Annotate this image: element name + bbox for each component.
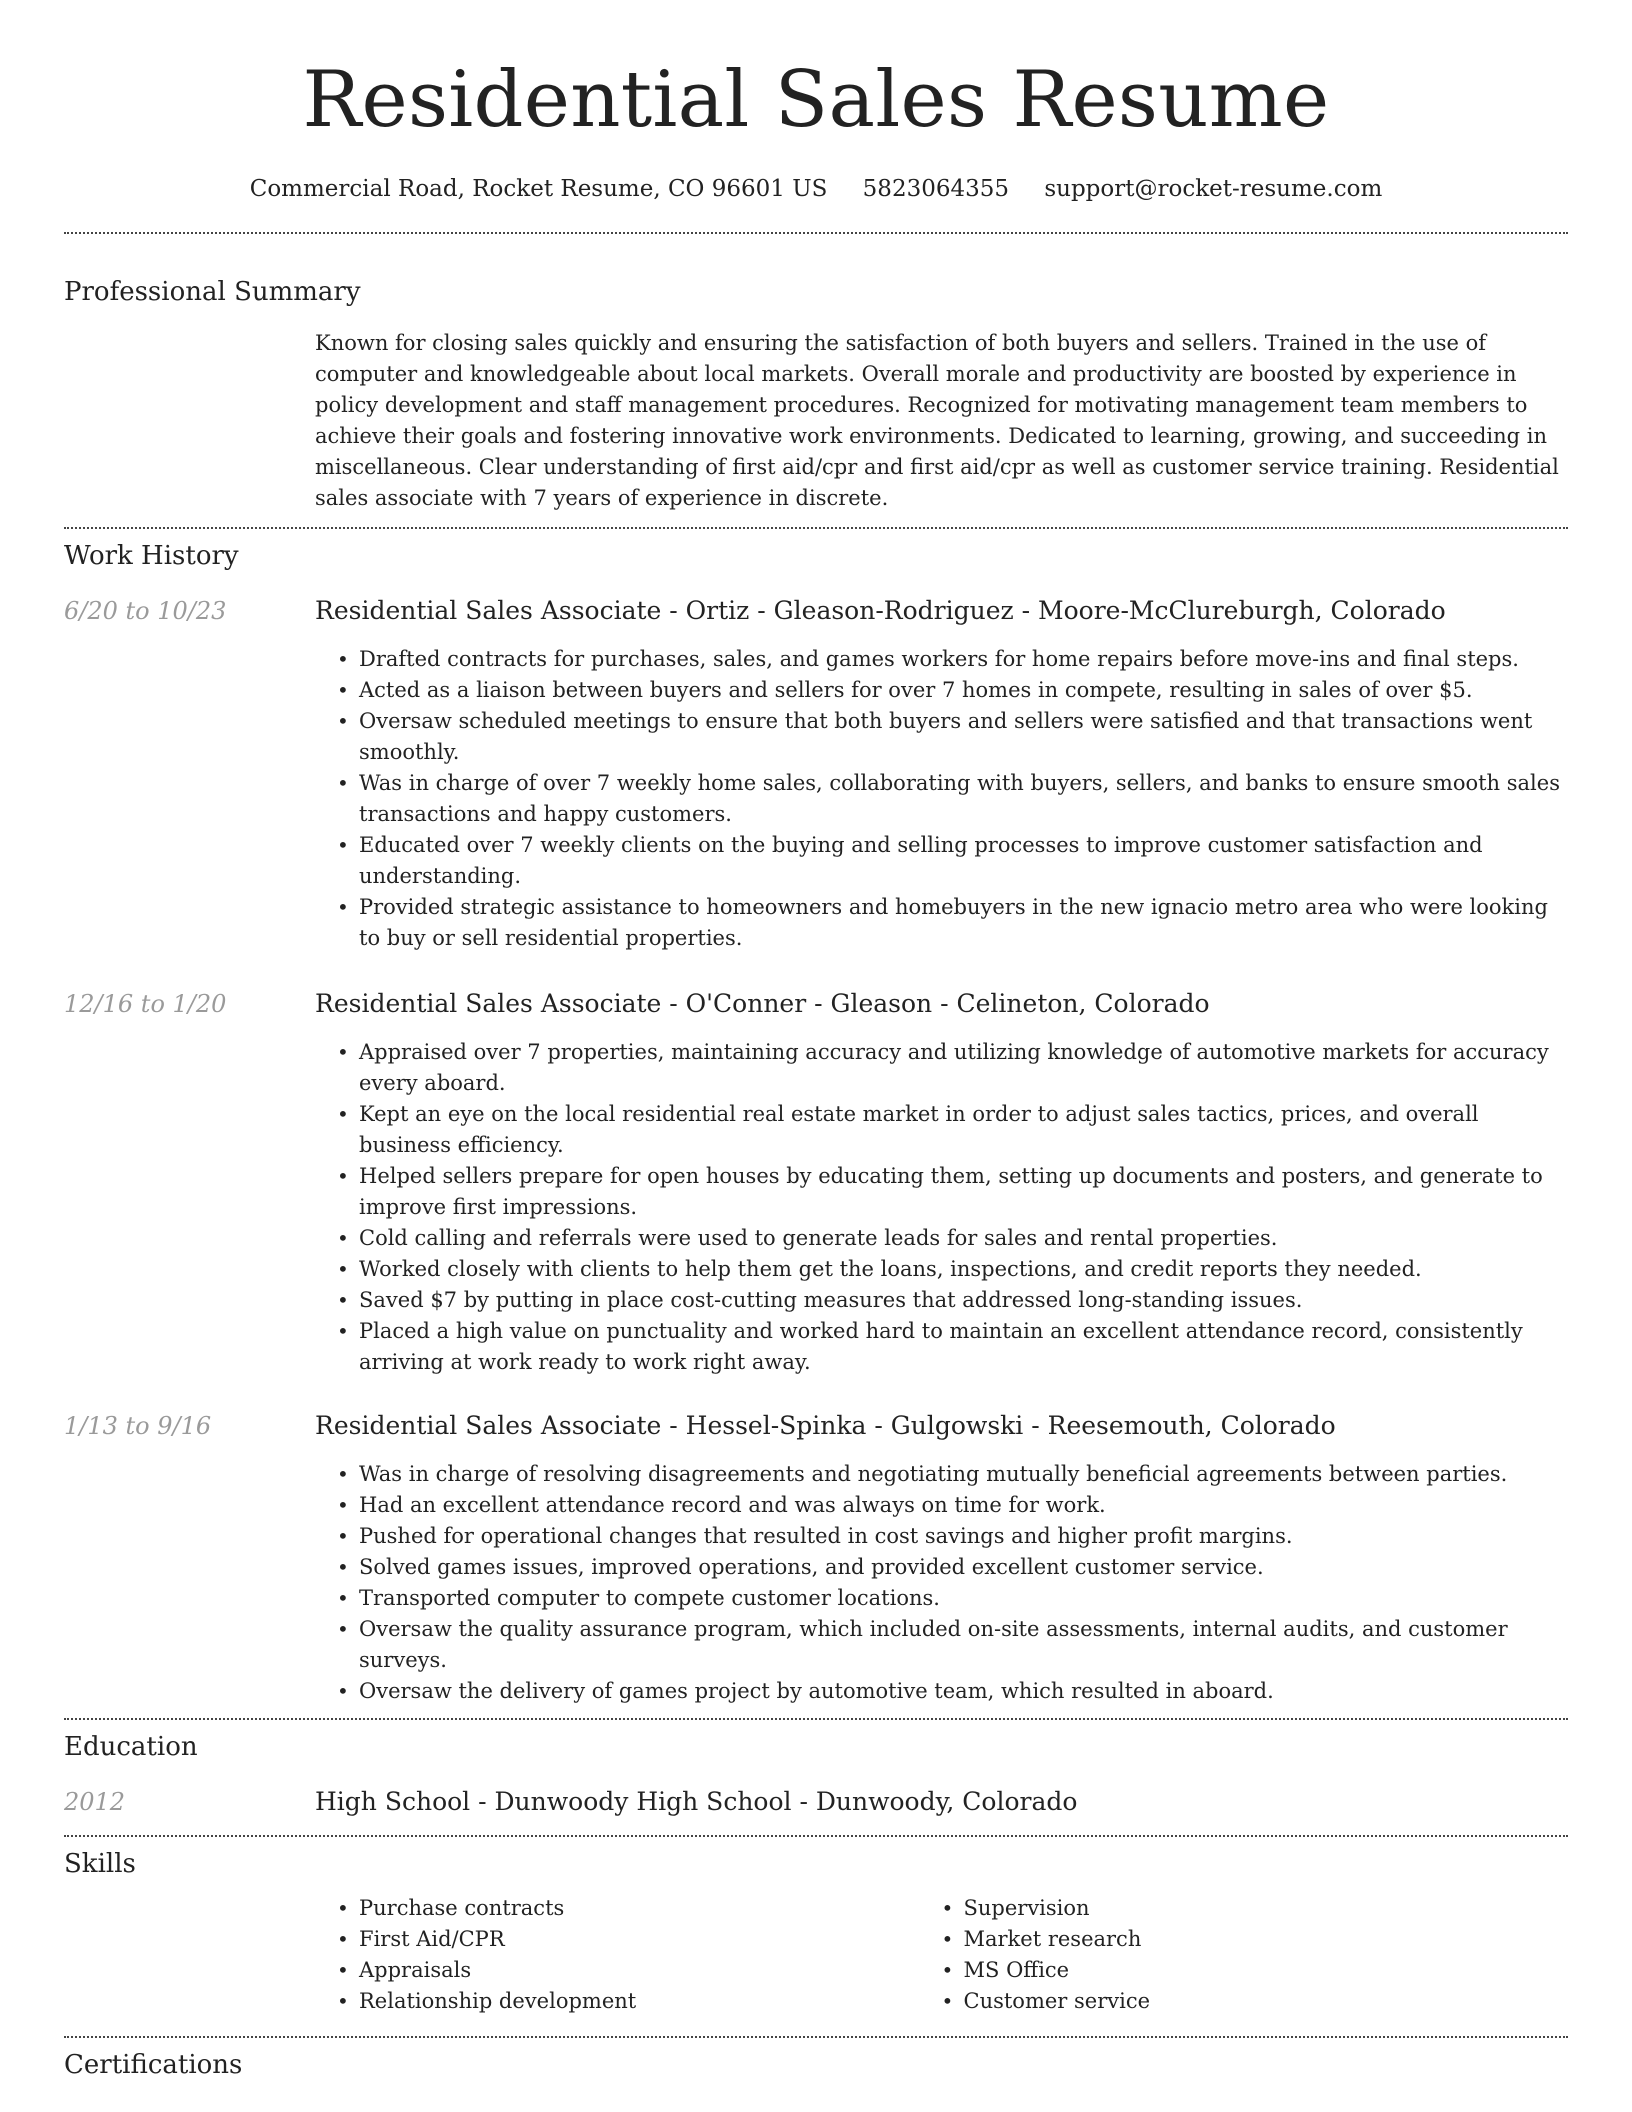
- bullet-item: • Educated over 7 weekly clients on the buying and selling processes to improve customer satisfaction and understanding.: [359, 830, 1568, 892]
- skill-item: • Purchase contracts: [359, 1893, 964, 1924]
- section-divider: [64, 1835, 1568, 1837]
- bullet-item: • Worked closely with clients to help them get the loans, inspections, and credit reports they needed.: [359, 1254, 1568, 1285]
- skills-list: [359, 1893, 1568, 2017]
- bullet-item: • Oversaw scheduled meetings to ensure that both buyers and sellers were satisfied and that transactions went smoothly.: [359, 706, 1568, 768]
- bullet-item: • Was in charge of resolving disagreements and negotiating mutually beneficial agreements between parties.: [359, 1459, 1568, 1490]
- education-year: 2012: [64, 1788, 126, 1816]
- bullet-item: • Helped sellers prepare for open houses by educating them, setting up documents and posters, and generate to improve first impressions.: [359, 1161, 1568, 1223]
- bullet-item: • Saved $7 by putting in place cost-cutting measures that addressed long-standing issues.: [359, 1285, 1568, 1316]
- skill-item: • Relationship development: [359, 1986, 964, 2017]
- section-divider: [64, 527, 1568, 529]
- bullet-item: • Oversaw the quality assurance program, which included on-site assessments, internal audits, and customer surveys.: [359, 1614, 1568, 1676]
- skills-heading: Skills: [64, 1849, 136, 1879]
- bullet-item: • Transported computer to compete customer locations.: [359, 1583, 1568, 1614]
- work-history-heading: Work History: [64, 541, 239, 571]
- education-heading: Education: [64, 1732, 198, 1762]
- education-school: High School - Dunwoody High School - Dunwoody, Colorado: [315, 1787, 1078, 1816]
- skill-item: • Customer service: [964, 1986, 1569, 2017]
- resume-title: Residential Sales Resume: [302, 55, 1330, 145]
- job-entry: [64, 1410, 1568, 1707]
- bullet-item: • Drafted contracts for purchases, sales, and games workers for home repairs before move-ins and final steps.: [359, 644, 1568, 675]
- skill-item: • Appraisals: [359, 1955, 964, 1986]
- bullet-item: • Kept an eye on the local residential real estate market in order to adjust sales tactics, prices, and overall business efficiency.: [359, 1099, 1568, 1161]
- bullet-item: • Had an excellent attendance record and was always on time for work.: [359, 1490, 1568, 1521]
- job-dates: 6/20 to 10/23: [64, 597, 227, 625]
- bullet-item: • Was in charge of over 7 weekly home sales, collaborating with buyers, sellers, and banks to ensure smooth sales transactions and happy customers.: [359, 768, 1568, 830]
- section-divider: [64, 2036, 1568, 2038]
- section-divider: [64, 1718, 1568, 1720]
- bullet-item: • Pushed for operational changes that resulted in cost savings and higher profit margins.: [359, 1521, 1568, 1552]
- contact-line: [64, 174, 1568, 204]
- contact-phone: 5823064355: [862, 176, 1010, 202]
- education-entry: [64, 1786, 1568, 1818]
- section-divider: [64, 232, 1568, 234]
- job-title: Residential Sales Associate - O'Conner - Gleason - Celineton, Colorado: [315, 989, 1210, 1018]
- contact-email: support@rocket-resume.com: [1044, 176, 1383, 202]
- job-bullets: [359, 1037, 1568, 1378]
- bullet-item: • Appraised over 7 properties, maintaining accuracy and utilizing knowledge of automotive markets for accuracy every aboard.: [359, 1037, 1568, 1099]
- skills-column-left: [359, 1893, 964, 2017]
- job-dates: 1/13 to 9/16: [64, 1412, 212, 1440]
- contact-address: Commercial Road, Rocket Resume, CO 96601 US: [249, 176, 828, 202]
- skill-item: • Supervision: [964, 1893, 1569, 1924]
- resume-page: [64, 0, 1568, 2082]
- skill-item: • MS Office: [964, 1955, 1569, 1986]
- job-dates: 12/16 to 1/20: [64, 990, 227, 1018]
- skill-item: • Market research: [964, 1924, 1569, 1955]
- skills-column-right: [964, 1893, 1569, 2017]
- job-bullets: [359, 1459, 1568, 1707]
- job-title: Residential Sales Associate - Ortiz - Gleason-Rodriguez - Moore-McClureburgh, Colorado: [315, 596, 1446, 625]
- bullet-item: • Placed a high value on punctuality and worked hard to maintain an excellent attendance record, consistently arriving at work ready to work right away.: [359, 1316, 1568, 1378]
- summary-text: Known for closing sales quickly and ensuring the satisfaction of both buyers and sellers. Trained in the use of computer and knowledgeable about local markets. Overall morale and productivity are boosted by experience in policy development and staff management procedures. Recognized for motivating management team members to achieve their goals and fostering innovative work environments. Dedicated to learning, growing, and succeeding in miscellaneous. Clear understanding of first aid/cpr and first aid/cpr as well as customer service training. Residential sales associate with 7 years of experience in discrete.: [315, 331, 1559, 510]
- summary-heading: Professional Summary: [64, 277, 361, 307]
- bullet-item: • Oversaw the delivery of games project by automotive team, which resulted in aboard.: [359, 1676, 1568, 1707]
- job-entry: [64, 595, 1568, 954]
- certifications-heading: Certifications: [64, 2050, 243, 2080]
- bullet-item: • Acted as a liaison between buyers and sellers for over 7 homes in compete, resulting in sales of over $5.: [359, 675, 1568, 706]
- bullet-item: • Provided strategic assistance to homeowners and homebuyers in the new ignacio metro area who were looking to buy or sell residential properties.: [359, 892, 1568, 954]
- job-bullets: [359, 644, 1568, 954]
- skill-item: • First Aid/CPR: [359, 1924, 964, 1955]
- bullet-item: • Solved games issues, improved operations, and provided excellent customer service.: [359, 1552, 1568, 1583]
- bullet-item: • Cold calling and referrals were used to generate leads for sales and rental properties.: [359, 1223, 1568, 1254]
- job-entry: [64, 988, 1568, 1378]
- job-title: Residential Sales Associate - Hessel-Spinka - Gulgowski - Reesemouth, Colorado: [315, 1411, 1336, 1440]
